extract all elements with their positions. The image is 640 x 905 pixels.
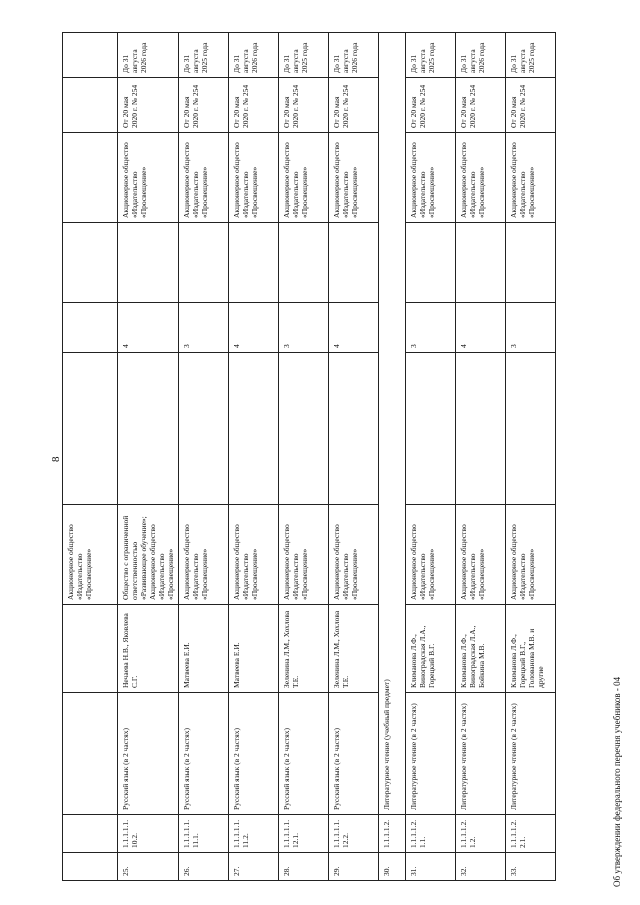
grade-cell: 3 (279, 303, 329, 353)
order-cell: От 20 мая 2020 г. № 254 (329, 78, 379, 133)
publisher2-cell: Акционерное общество «Издательство «Просвещение» (406, 133, 456, 223)
row-number: 27. (229, 853, 279, 881)
col7-cell (329, 223, 379, 303)
row-number: 28. (279, 853, 329, 881)
publisher2-cell: Акционерное общество «Издательство «Просвещение» (279, 133, 329, 223)
col7-cell (118, 223, 179, 303)
section-title: Литературное чтение (учебный предмет) (379, 33, 406, 815)
table-row (279, 33, 329, 881)
section-number: 30. (379, 853, 406, 881)
publisher2-cell: Акционерное общество «Издательство «Просвещение» (329, 133, 379, 223)
page-number: 8 (50, 456, 62, 462)
row-authors: Климанова Л.Ф., Виноградская Л.А., Бойкина М.В. (456, 605, 506, 693)
col7-cell (456, 223, 506, 303)
row-number: 31. (406, 853, 456, 881)
document-footer: Об утверждении федерального перечня учебников - 04 (612, 676, 622, 887)
row-title: Русский язык (в 2 частях) (118, 693, 179, 815)
row-title: Русский язык (в 2 частях) (329, 693, 379, 815)
col7-cell (506, 223, 556, 303)
row-code: 1.1.1.1.2.1.1. (406, 815, 456, 853)
row-code: 1.1.1.1.2.1.2. (456, 815, 506, 853)
grade-cell: 4 (456, 303, 506, 353)
table-row (118, 33, 179, 881)
row-authors: Матвеева Е.И. (179, 605, 229, 693)
row-title: Литературное чтение (в 2 частях) (456, 693, 506, 815)
row-authors: Зеленина Л.М., Хохлова Т.Е. (279, 605, 329, 693)
row-authors: Матвеева Е.И. (229, 605, 279, 693)
row-title: Литературное чтение (в 2 частях) (506, 693, 556, 815)
section-row (379, 33, 406, 881)
publisher2-cell: Акционерное общество «Издательство «Просвещение» (179, 133, 229, 223)
row-code: 1.1.1.1.2.2.1. (506, 815, 556, 853)
publisher-cell: Акционерное общество «Издательство «Просвещение» (456, 505, 506, 605)
row-code: 1.1.1.1.1.12.2. (329, 815, 379, 853)
deadline-cell: До 31 августа 2026 года (456, 33, 506, 78)
order-cell: От 20 мая 2020 г. № 254 (279, 78, 329, 133)
order-cell: От 20 мая 2020 г. № 254 (456, 78, 506, 133)
grade-cell: 4 (118, 303, 179, 353)
deadline-cell: До 31 августа 2025 года (506, 33, 556, 78)
publisher-cell: Акционерное общество «Издательство «Просвещение» (179, 505, 229, 605)
row-number: 32. (456, 853, 506, 881)
publisher-cell: Общество с ограниченной ответственностью «Развивающее обучение»; Акционерное общество «Издательство «Просвещение» (118, 505, 179, 605)
textbook-table (62, 32, 556, 881)
row-number: 26. (179, 853, 229, 881)
publisher-cell: Акционерное общество «Издательство «Просвещение» (63, 505, 118, 605)
row-number: 33. (506, 853, 556, 881)
row-number: 25. (118, 853, 179, 881)
publisher-cell: Акционерное общество «Издательство «Просвещение» (406, 505, 456, 605)
publisher-cell: Акционерное общество «Издательство «Просвещение» (329, 505, 379, 605)
deadline-cell: До 31 августа 2026 года (229, 33, 279, 78)
grade-cell: 3 (506, 303, 556, 353)
publisher2-cell: Акционерное общество «Издательство «Просвещение» (506, 133, 556, 223)
table-row (229, 33, 279, 881)
deadline-cell: До 31 августа 2026 года (329, 33, 379, 78)
section-code: 1.1.1.1.2. (379, 815, 406, 853)
row-code: 1.1.1.1.1.12.1. (279, 815, 329, 853)
publisher-cell: Акционерное общество «Издательство «Просвещение» (229, 505, 279, 605)
publisher-cell: Акционерное общество «Издательство «Просвещение» (279, 505, 329, 605)
table-row (179, 33, 229, 881)
order-cell: От 20 мая 2020 г. № 254 (406, 78, 456, 133)
table-row (63, 33, 118, 881)
publisher-cell: Акционерное общество «Издательство «Просвещение» (506, 505, 556, 605)
table-row (506, 33, 556, 881)
row-code: 1.1.1.1.1.11.1. (179, 815, 229, 853)
col7-cell (229, 223, 279, 303)
order-cell: От 20 мая 2020 г. № 254 (179, 78, 229, 133)
publisher2-cell: Акционерное общество «Издательство «Просвещение» (229, 133, 279, 223)
publisher2-cell: Акционерное общество «Издательство «Просвещение» (456, 133, 506, 223)
grade-cell: 4 (329, 303, 379, 353)
grade-cell: 3 (406, 303, 456, 353)
row-title: Русский язык (в 2 частях) (179, 693, 229, 815)
row-authors: Нечаева Н.В., Яковлева С.Г. (118, 605, 179, 693)
row-title: Русский язык (в 2 частях) (279, 693, 329, 815)
grade-cell: 3 (179, 303, 229, 353)
order-cell: От 20 мая 2020 г. № 254 (506, 78, 556, 133)
deadline-cell: До 31 августа 2025 года (406, 33, 456, 78)
row-number: 29. (329, 853, 379, 881)
row-authors: Климанова Л.Ф., Горецкий В.Г., Голованова М.В. и другие (506, 605, 556, 693)
row-authors: Климанова Л.Ф., Виноградская Л.А., Горецкий В.Г. (406, 605, 456, 693)
row-title: Литературное чтение (в 2 частях) (406, 693, 456, 815)
publisher2-cell: Акционерное общество «Издательство «Просвещение» (118, 133, 179, 223)
table-row (456, 33, 506, 881)
order-cell: От 20 мая 2020 г. № 254 (118, 78, 179, 133)
table-row (329, 33, 379, 881)
deadline-cell: До 31 августа 2025 года (179, 33, 229, 78)
row-code: 1.1.1.1.1.11.2. (229, 815, 279, 853)
row-authors: Зеленина Л.М., Хохлова Т.Е. (329, 605, 379, 693)
deadline-cell: До 31 августа 2026 года (118, 33, 179, 78)
col7-cell (179, 223, 229, 303)
col7-cell (406, 223, 456, 303)
order-cell: От 20 мая 2020 г. № 254 (229, 78, 279, 133)
col7-cell (279, 223, 329, 303)
row-title: Русский язык (в 2 частях) (229, 693, 279, 815)
table-row (406, 33, 456, 881)
row-code: 1.1.1.1.1.10.2. (118, 815, 179, 853)
grade-cell: 4 (229, 303, 279, 353)
deadline-cell: До 31 августа 2025 года (279, 33, 329, 78)
